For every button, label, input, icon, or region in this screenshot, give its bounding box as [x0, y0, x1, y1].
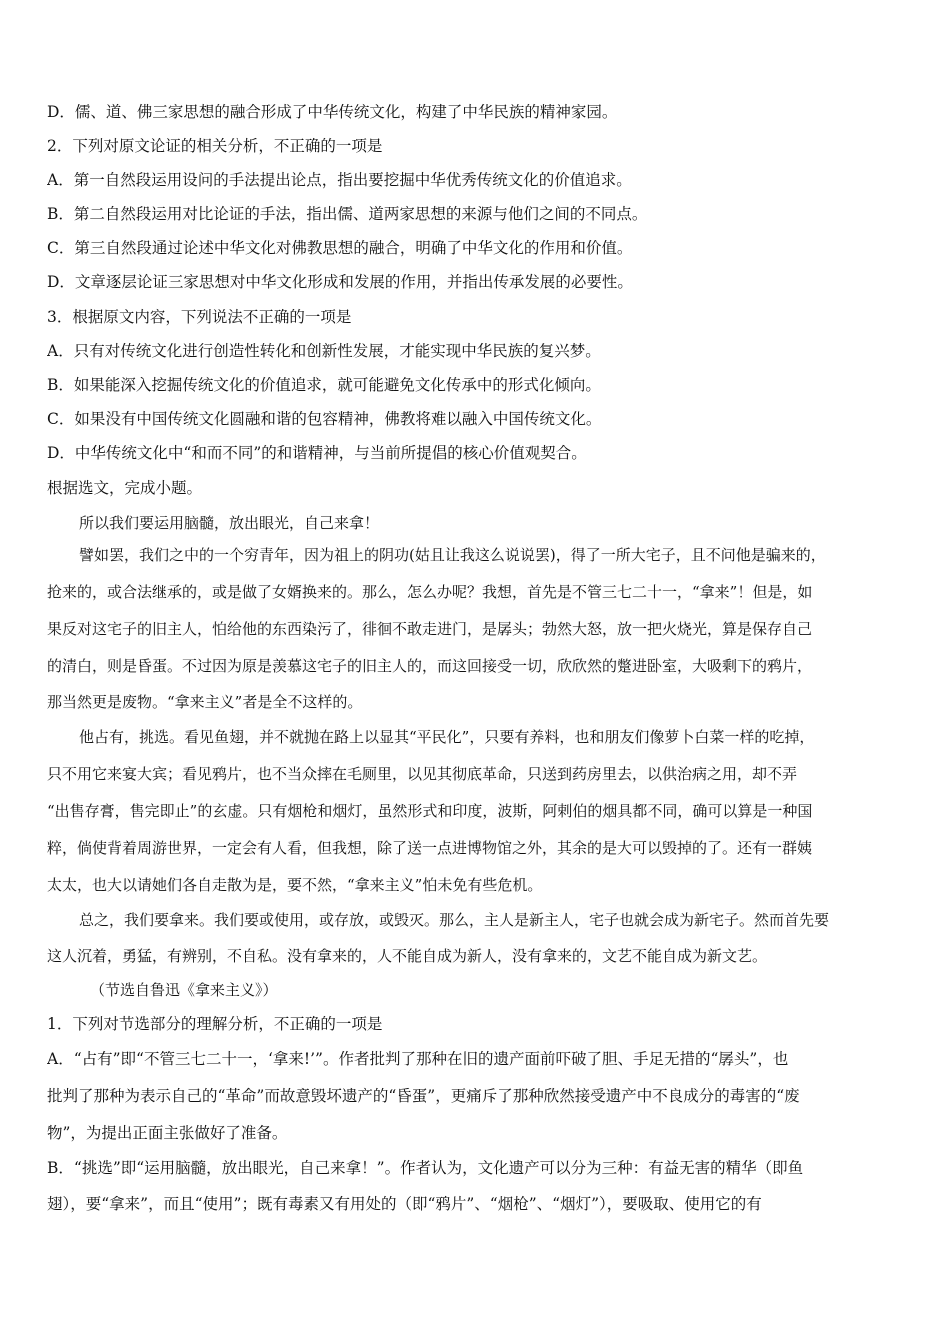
question-2-option-d: D．文章逐层论证三家思想对中华文化形成和发展的作用，并指出传承发展的必要性。 [47, 273, 633, 291]
passage-paragraph-3-line: 他占有，挑选。看见鱼翅，并不就抛在路上以显其“平民化”，只要有养料，也和朋友们像萝卜白菜一样的吃掉， [79, 728, 815, 746]
passage-paragraph-2-line: 抢来的，或合法继承的，或是做了女婿换来的。那么，怎么办呢？我想，首先是不管三七二十一，“拿来”！但是，如 [47, 583, 813, 601]
passage-paragraph-3-line: “出售存膏，售完即止”的玄虚。只有烟枪和烟灯，虽然形式和印度，波斯，阿剌伯的烟具都不同，确可以算是一种国 [47, 802, 813, 820]
question-1-option-b-line: 翅），要“拿来”，而且“使用”；既有毒素又有用处的（即“鸦片”、“烟枪”、“烟灯”），要吸取、使用它的有 [47, 1195, 762, 1213]
question-1-option-a-line: 批判了那种为表示自己的“革命”而故意毁坏遗产的“昏蛋”，更痛斥了那种欣然接受遗产中不良成分的毒害的“废 [47, 1087, 800, 1105]
question-3-option-d: D．中华传统文化中“和而不同”的和谐精神，与当前所提倡的核心价值观契合。 [47, 444, 587, 462]
question-3-option-a: A．只有对传统文化进行创造性转化和创新性发展，才能实现中华民族的复兴梦。 [47, 342, 601, 360]
question-2-option-a: A．第一自然段运用设问的手法提出论点，指出要挖掘中华优秀传统文化的价值追求。 [47, 171, 632, 189]
passage-paragraph-3-line: 只不用它来宴大宾；看见鸦片，也不当众摔在毛厕里，以见其彻底革命，只送到药房里去，以供治病之用，却不弄 [47, 765, 798, 783]
passage-paragraph-2-line: 那当然更是废物。“拿来主义”者是全不这样的。 [47, 693, 363, 711]
question-2-stem: 2．下列对原文论证的相关分析，不正确的一项是 [47, 137, 383, 155]
question-3-option-b: B．如果能深入挖掘传统文化的价值追求，就可能避免文化传承中的形式化倾向。 [47, 376, 601, 394]
question-3-stem: 3．根据原文内容，下列说法不正确的一项是 [47, 308, 352, 326]
passage-paragraph-4-line: 这人沉着，勇猛，有辨别，不自私。没有拿来的，人不能自成为新人，没有拿来的，文艺不能自成为新文艺。 [47, 947, 768, 965]
passage-paragraph-2-line: 的清白，则是昏蛋。不过因为原是羡慕这宅子的旧主人的，而这回接受一切，欣欣然的蹩进卧室，大吸剩下的鸦片， [47, 657, 813, 675]
question-1-option-a-line: 物”，为提出正面主张做好了准备。 [47, 1124, 288, 1142]
question-1-stem: 1．下列对节选部分的理解分析，不正确的一项是 [47, 1015, 383, 1033]
passage-paragraph-3-line: 太太，也大以请她们各自走散为是，要不然，“拿来主义”怕未免有些危机。 [47, 876, 543, 894]
passage-paragraph-4-line: 总之，我们要拿来。我们要或使用，或存放，或毁灭。那么，主人是新主人，宅子也就会成为新宅子。然而首先要 [79, 911, 830, 929]
question-2-option-c: C．第三自然段通过论述中华文化对佛教思想的融合，明确了中华文化的作用和价值。 [47, 239, 633, 257]
question-1-option-b-line: B．“挑选”即“运用脑髓，放出眼光，自己来拿！”。作者认为，文化遗产可以分为三种：有益无害的精华（即鱼 [47, 1159, 804, 1177]
reading-instruction: 根据选文，完成小题。 [47, 479, 203, 497]
passage-paragraph-3-line: 粹，倘使背着周游世界，一定会有人看，但我想，除了送一点进博物馆之外，其余的是大可以毁掉的了。还有一群姨 [47, 839, 813, 857]
passage-paragraph-2-line: 譬如罢，我们之中的一个穷青年，因为祖上的阴功(姑且让我这么说说罢)，得了一所大宅子，且不问他是骗来的， [79, 546, 826, 564]
question-1-option-a-line: A．“占有”即“不管三七二十一，‘拿来!’”。作者批判了那种在旧的遗产面前吓破了胆、手足无措的“孱头”，也 [47, 1050, 789, 1068]
passage-paragraph-1: 所以我们要运用脑髓，放出眼光，自己来拿！ [79, 514, 380, 532]
passage-source: （节选自鲁迅《拿来主义》） [90, 981, 278, 999]
question-3-option-c: C．如果没有中国传统文化圆融和谐的包容精神，佛教将难以融入中国传统文化。 [47, 410, 602, 428]
question-2-option-b: B．第二自然段运用对比论证的手法，指出儒、道两家思想的来源与他们之间的不同点。 [47, 205, 648, 223]
passage-paragraph-2-line: 果反对这宅子的旧主人，怕给他的东西染污了，徘徊不敢走进门，是孱头；勃然大怒，放一把火烧光，算是保存自己 [47, 620, 813, 638]
question-option-d: D．儒、道、佛三家思想的融合形成了中华传统文化，构建了中华民族的精神家园。 [47, 103, 618, 121]
